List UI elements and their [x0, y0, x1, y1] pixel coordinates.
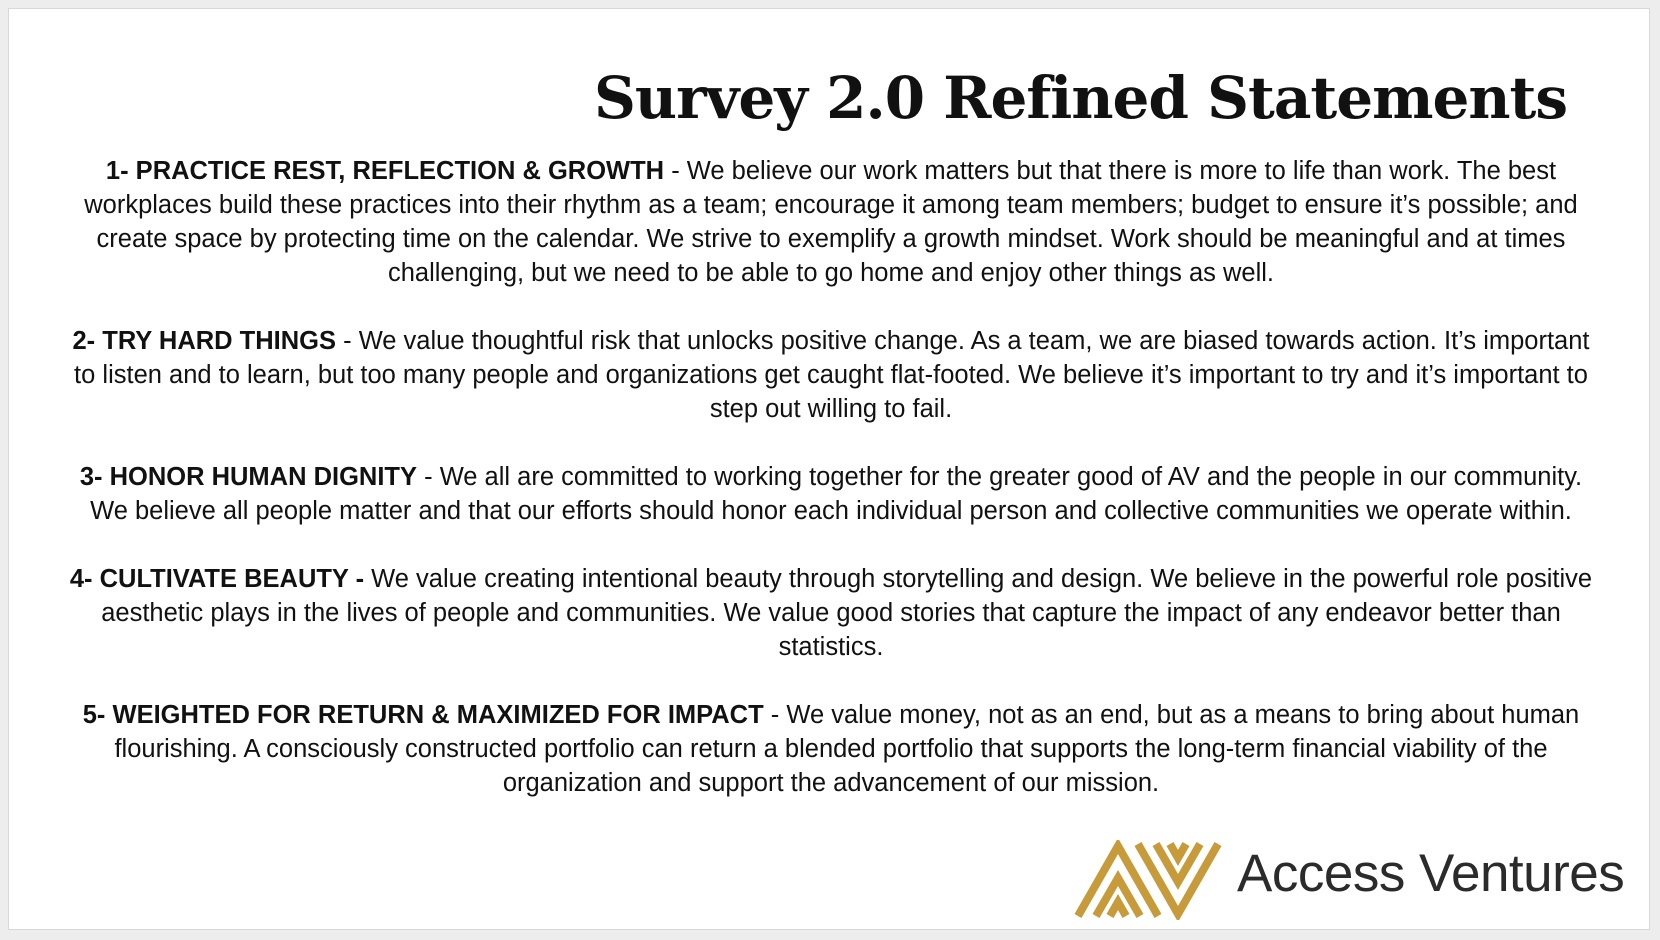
statement-heading: 5- WEIGHTED FOR RETURN & MAXIMIZED FOR IMPACT	[82, 701, 764, 729]
statement-heading: 1- PRACTICE REST, REFLECTION & GROWTH	[105, 157, 665, 185]
logo-text: Access Ventures	[1237, 844, 1625, 903]
statement-body: We all are committed to working together for the greater good of AV and the people in our community. We believe all people matter and that our efforts should honor each individual person and collective communities we operate within.	[90, 463, 1583, 525]
access-ventures-logo-mark-icon	[1072, 840, 1224, 920]
statement-5	[61, 698, 1601, 800]
statement-separator: -	[417, 463, 440, 491]
statement-body: We value money, not as an end, but as a means to bring about human flourishing. A consciously constructed portfolio can return a blended portfolio that supports the long-term financial viability of the organization and support the advancement of our mission.	[114, 701, 1580, 797]
statement-heading: 2- TRY HARD THINGS	[72, 327, 337, 355]
statement-list	[61, 154, 1601, 834]
statement-separator: -	[664, 157, 687, 185]
statement-body: We value creating intentional beauty through storytelling and design. We believe in the powerful role positive aesthetic plays in the lives of people and communities. We value good stories that capture the impact of any endeavor better than statistics.	[101, 565, 1593, 661]
slide-title: Survey 2.0 Refined Statements	[594, 64, 1567, 132]
statement-separator: -	[336, 327, 359, 355]
statement-body: We value thoughtful risk that unlocks positive change. As a team, we are biased towards action. It’s important to listen and to learn, but too many people and organizations get caught flat-footed. We believe it’s important to try and it’s important to step out willing to fail.	[74, 327, 1590, 423]
statement-3	[61, 460, 1601, 528]
statement-separator: -	[763, 701, 787, 729]
statement-2	[61, 324, 1601, 426]
statement-heading: 3- HONOR HUMAN DIGNITY	[79, 463, 418, 491]
statement-1	[61, 154, 1601, 290]
statement-heading: 4- CULTIVATE BEAUTY -	[69, 565, 365, 593]
statement-4	[61, 562, 1601, 664]
company-logo	[1064, 832, 1649, 927]
slide	[8, 8, 1650, 930]
statement-body: We believe our work matters but that there is more to life than work. The best workplaces build these practices into their rhythm as a team; encourage it among team members; budget to ensure it’s possible; and create space by protecting time on the calendar. We strive to exemplify a growth mindset. Work should be meaningful and at times challenging, but we need to be able to go home and enjoy other things as well.	[84, 157, 1578, 287]
